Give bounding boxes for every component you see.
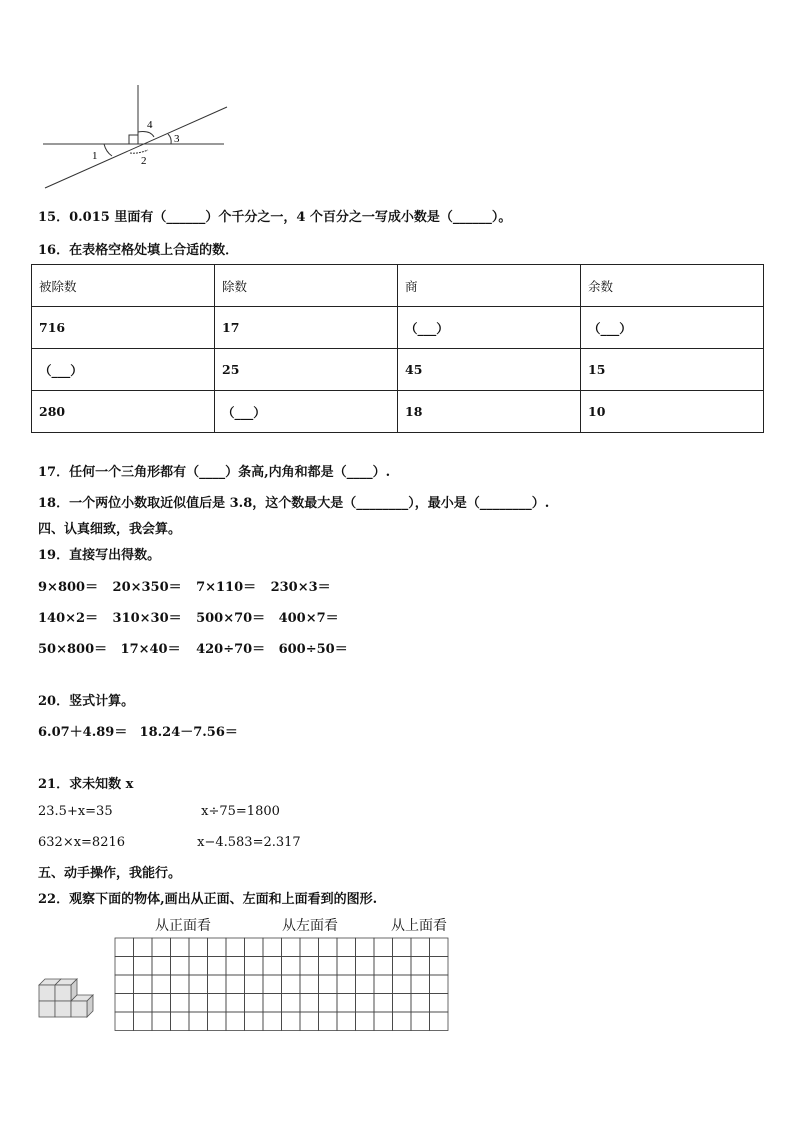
calc-item: 400×7＝ <box>278 611 339 626</box>
grid-cell[interactable] <box>263 957 282 976</box>
equation-item: 23.5+x=35 <box>38 804 113 819</box>
grid-cell[interactable] <box>356 1012 375 1031</box>
grid-cell[interactable] <box>152 1012 171 1031</box>
grid-cell[interactable] <box>226 957 245 976</box>
grid-cell[interactable] <box>263 994 282 1013</box>
table-cell: 45 <box>398 349 581 391</box>
equation-item: x−4.583=2.317 <box>197 835 301 850</box>
grid-cell[interactable] <box>374 938 393 957</box>
answer-blank-cell[interactable]: （___） <box>581 307 764 349</box>
grid-cell[interactable] <box>282 975 301 994</box>
grid-cell[interactable] <box>337 994 356 1013</box>
grid-cell[interactable] <box>374 975 393 994</box>
slanted-line <box>45 107 227 188</box>
equation-item: x÷75=1800 <box>201 804 280 819</box>
grid-cell[interactable] <box>430 1012 449 1031</box>
calc-item: 17×40＝ <box>120 642 181 657</box>
grid-cell[interactable] <box>374 957 393 976</box>
table-cell: 25 <box>215 349 398 391</box>
calc-item: 20×350＝ <box>112 580 182 595</box>
grid-cell[interactable] <box>282 994 301 1013</box>
grid-cell[interactable] <box>208 994 227 1013</box>
grid-cell[interactable] <box>171 975 190 994</box>
calc-item: 6.07＋4.89＝ <box>38 725 128 740</box>
angle-figure <box>38 82 238 192</box>
vertical-calc-row <box>38 721 238 740</box>
grid-cell[interactable] <box>430 938 449 957</box>
grid-cell[interactable] <box>152 975 171 994</box>
equation-row-2 <box>38 835 301 850</box>
grid-cell[interactable] <box>393 938 412 957</box>
grid-cell[interactable] <box>282 957 301 976</box>
grid-cell[interactable] <box>226 938 245 957</box>
grid-cell[interactable] <box>134 975 153 994</box>
grid-cell[interactable] <box>282 1012 301 1031</box>
table-row <box>32 391 764 433</box>
grid-cell[interactable] <box>393 957 412 976</box>
grid-cell[interactable] <box>226 975 245 994</box>
calc-item: 50×800＝ <box>38 642 108 657</box>
question-15: 15．0.015 里面有（______）个千分之一，4 个百分之一写成小数是（______）。 <box>38 210 512 225</box>
grid-cell[interactable] <box>300 1012 319 1031</box>
grid-cell[interactable] <box>171 957 190 976</box>
section-4-heading: 四、认真细致，我会算。 <box>38 522 182 537</box>
cube-front-face <box>39 985 55 1001</box>
grid-cell[interactable] <box>393 1012 412 1031</box>
angle-label-2: 2 <box>141 155 147 167</box>
grid-cell[interactable] <box>411 994 430 1013</box>
grid-cell[interactable] <box>430 994 449 1013</box>
answer-blank-cell[interactable]: （___） <box>32 349 215 391</box>
grid-cell[interactable] <box>300 994 319 1013</box>
grid-cell[interactable] <box>374 994 393 1013</box>
table-header-row <box>32 265 764 307</box>
grid-cell[interactable] <box>411 1012 430 1031</box>
angle-arc-1 <box>104 144 112 156</box>
drawing-grid[interactable] <box>114 937 450 1032</box>
grid-cell[interactable] <box>356 957 375 976</box>
grid-cell[interactable] <box>115 938 134 957</box>
grid-cell[interactable] <box>337 975 356 994</box>
grid-cell[interactable] <box>263 975 282 994</box>
grid-cell[interactable] <box>263 938 282 957</box>
grid-cell[interactable] <box>356 938 375 957</box>
grid-cell[interactable] <box>152 994 171 1013</box>
grid-cell[interactable] <box>393 975 412 994</box>
grid-cell[interactable] <box>134 957 153 976</box>
caption-front-view: 从正面看 <box>155 918 211 934</box>
angle-label-1: 1 <box>92 150 98 162</box>
header-remainder: 余数 <box>581 265 764 307</box>
header-quotient: 商 <box>398 265 581 307</box>
question-21-title: 21．求未知数 x <box>38 777 134 792</box>
grid-cell[interactable] <box>319 957 338 976</box>
equation-item: 632×x=8216 <box>38 835 126 850</box>
right-angle-mark <box>129 135 138 144</box>
calc-row-2 <box>38 607 339 626</box>
table-cell: 716 <box>32 307 215 349</box>
grid-cell[interactable] <box>152 957 171 976</box>
grid-cell[interactable] <box>245 975 264 994</box>
angle-label-3: 3 <box>174 133 180 145</box>
grid-cell[interactable] <box>245 994 264 1013</box>
table-cell: 280 <box>32 391 215 433</box>
grid-cell[interactable] <box>300 938 319 957</box>
grid-cell[interactable] <box>300 957 319 976</box>
grid-cell[interactable] <box>282 938 301 957</box>
calc-item: 230×3＝ <box>270 580 331 595</box>
grid-cell[interactable] <box>189 975 208 994</box>
grid-cell[interactable] <box>245 938 264 957</box>
grid-cell[interactable] <box>226 1012 245 1031</box>
angle-arc-3 <box>168 134 171 144</box>
grid-cell[interactable] <box>115 957 134 976</box>
grid-cell[interactable] <box>337 1012 356 1031</box>
grid-cell[interactable] <box>208 938 227 957</box>
grid-cell[interactable] <box>319 975 338 994</box>
grid-cell[interactable] <box>134 994 153 1013</box>
caption-top-view: 从上面看 <box>391 918 447 934</box>
grid-cell[interactable] <box>208 1012 227 1031</box>
table-cell: 15 <box>581 349 764 391</box>
grid-cell[interactable] <box>374 1012 393 1031</box>
grid-cell[interactable] <box>337 957 356 976</box>
grid-cell[interactable] <box>430 975 449 994</box>
answer-blank-cell[interactable]: （___） <box>215 391 398 433</box>
calc-item: 140×2＝ <box>38 611 99 626</box>
calc-item: 310×30＝ <box>112 611 182 626</box>
grid-cell[interactable] <box>300 975 319 994</box>
calc-item: 500×70＝ <box>196 611 266 626</box>
grid-cell[interactable] <box>245 1012 264 1031</box>
grid-cell[interactable] <box>356 975 375 994</box>
grid-cell[interactable] <box>189 957 208 976</box>
header-dividend: 被除数 <box>32 265 215 307</box>
header-divisor: 除数 <box>215 265 398 307</box>
answer-blank-cell[interactable]: （___） <box>398 307 581 349</box>
table-cell: 17 <box>215 307 398 349</box>
grid-cell[interactable] <box>411 975 430 994</box>
section-5-heading: 五、动手操作，我能行。 <box>38 866 182 881</box>
grid-cell[interactable] <box>319 1012 338 1031</box>
grid-cell[interactable] <box>171 994 190 1013</box>
grid-cell[interactable] <box>411 938 430 957</box>
calc-item: 7×110＝ <box>196 580 257 595</box>
grid-cell[interactable] <box>319 938 338 957</box>
division-table <box>31 264 764 433</box>
calc-item: 600÷50＝ <box>278 642 348 657</box>
grid-cell[interactable] <box>430 957 449 976</box>
grid-cell[interactable] <box>152 938 171 957</box>
equation-row-1 <box>38 804 280 819</box>
grid-cell[interactable] <box>115 975 134 994</box>
cube-front-face <box>71 1001 87 1017</box>
calc-item: 9×800＝ <box>38 580 99 595</box>
grid-cell[interactable] <box>319 994 338 1013</box>
angle-arc-4 <box>138 132 154 137</box>
grid-cell[interactable] <box>411 957 430 976</box>
question-17: 17．任何一个三角形都有（____）条高,内角和都是（____）. <box>38 465 391 480</box>
grid-cell[interactable] <box>134 1012 153 1031</box>
grid-cell[interactable] <box>115 1012 134 1031</box>
cube-front-face <box>39 1001 55 1017</box>
table-row <box>32 349 764 391</box>
angle-label-4: 4 <box>147 119 153 131</box>
calc-item: 18.24－7.56＝ <box>139 725 238 740</box>
grid-cell[interactable] <box>189 1012 208 1031</box>
calc-row-3 <box>38 638 348 657</box>
question-22-title: 22．观察下面的物体,画出从正面、左面和上面看到的图形. <box>38 892 378 907</box>
grid-cell[interactable] <box>115 994 134 1013</box>
grid-cell[interactable] <box>189 938 208 957</box>
grid-cell[interactable] <box>171 1012 190 1031</box>
question-18: 18．一个两位小数取近似值后是 3.8，这个数最大是（________），最小是（________）. <box>38 496 550 511</box>
calc-item: 420÷70＝ <box>196 642 266 657</box>
grid-cell[interactable] <box>189 994 208 1013</box>
grid-cell[interactable] <box>356 994 375 1013</box>
cube-front-face <box>55 985 71 1001</box>
grid-cell[interactable] <box>134 938 153 957</box>
grid-cell[interactable] <box>208 975 227 994</box>
grid-cell[interactable] <box>226 994 245 1013</box>
grid-cell[interactable] <box>245 957 264 976</box>
table-row <box>32 307 764 349</box>
calc-row-1 <box>38 576 331 595</box>
table-cell: 18 <box>398 391 581 433</box>
question-20-title: 20．竖式计算。 <box>38 694 135 709</box>
angle-arc-2 <box>130 150 148 153</box>
grid-cell[interactable] <box>263 1012 282 1031</box>
question-19-title: 19．直接写出得数。 <box>38 548 161 563</box>
caption-left-view: 从左面看 <box>282 918 338 934</box>
question-16-title: 16．在表格空格处填上合适的数． <box>38 243 239 258</box>
cube-front-face <box>55 1001 71 1017</box>
grid-cell[interactable] <box>171 938 190 957</box>
grid-cell[interactable] <box>393 994 412 1013</box>
grid-cell[interactable] <box>208 957 227 976</box>
table-cell: 10 <box>581 391 764 433</box>
cube-object <box>36 975 96 1019</box>
grid-cell[interactable] <box>337 938 356 957</box>
